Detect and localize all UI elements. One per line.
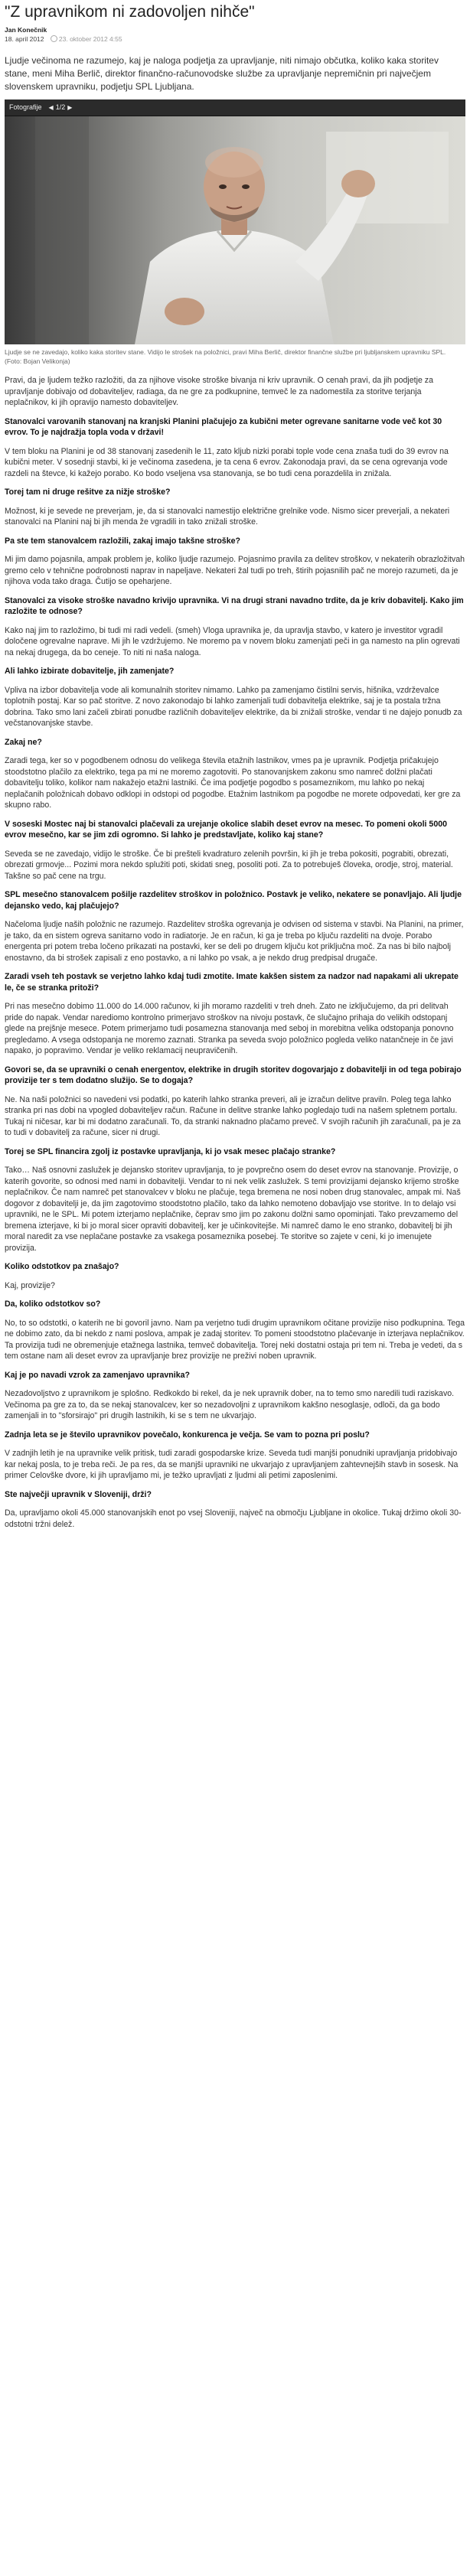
gallery-next-button[interactable]: ▶ <box>67 104 73 111</box>
gallery-label: Fotografije <box>9 103 42 111</box>
interview-answer: Da, upravljamo okoli 45.000 stanovanjskih enot po vsej Sloveniji, največ na območju Ljubljane in okolice. Tukaj držimo okoli 30-odstotni tržni delež. <box>5 1508 462 1529</box>
interview-answer: V zadnjih letih je na upravnike velik pritisk, tudi zaradi gospodarske krize. Seveda tudi manjši ponudniki upravljanja pridobivajo kar nekaj posla, to je treba reči. Je pa res, da se manjši upravniki ne ukvarjajo z upravljanjem zahtevnejših stavb in sosesk. Na primer Celovške dvore, ki jih upravljamo mi, je težko upravljati z ljudmi ali petimi zaposlenimi. <box>5 1449 459 1480</box>
interview-question: Torej tam ni druge rešitve za nižje stroške? <box>5 487 171 497</box>
interview-answer: Pravi, da je ljudem težko razložiti, da za njihove visoke stroške bivanja ni kriv upravnik. O cenah pravi, da jih podjetje za upravljanje dobivajo od dobaviteljev, radiaga, da ne gre za podkupnine, temveč le za nadomestila za storitve terjanja neplačnikov, ki jih opravijo namesto dobaviteljev. <box>5 376 433 407</box>
interview-answer: Kako naj jim to razložimo, bi tudi mi radi vedeli. (smeh) Vloga upravnika je, da upravlja stavbo, v katero je investitor vgradil določene ogrevalne naprave. Mi jih le vzdržujemo. Ne moremo pa v novem bloku zamenjati peči in ga namesto na plin ogrevati na nekaj drugega, da bo ceneje. To niti ni naša naloga. <box>5 625 460 657</box>
interview-question: Kaj je po navadi vzrok za zamenjavo upravnika? <box>5 1370 190 1380</box>
article-meta <box>5 25 465 44</box>
interview-answer: Mi jim damo pojasnila, ampak problem je, koliko ljudje razumejo. Pojasnimo pravila za delitev stroškov, v nekaterih obrazložitvah gremo celo v tehnične podrobnosti naprav in napeljave. Nekateri žal tudi po treh, štirih pojasnilih pač ne morejo razumeti, da je njihova voda tako draga. Čutijo se opeharjene. <box>5 555 465 586</box>
interview-question: Zadnja leta se je število upravnikov povečalo, konkurenca je večja. Se vam to pozna pri poslu? <box>5 1430 370 1440</box>
author-name: Jan Konečnik <box>5 26 47 34</box>
article <box>0 3 470 1530</box>
photo-gallery <box>5 99 465 366</box>
interview-answer: V tem bloku na Planini je od 38 stanovanj zasedenih le 11, zato kljub nizki porabi tople vode cena znaša tudi do 39 evrov na kubični meter. V sosednji stavbi, ki je večinoma zasedena, je ta cena 6 evrov. Zakonodaja pravi, da se cena ogrevanja vode razdeli na števce, ki kažejo porabo. Ko bodo vseljena vsa stanovanja, se bo tudi cena porazdelila in znižala. <box>5 446 449 478</box>
interview-question: Zakaj ne? <box>5 737 42 747</box>
interview-answer: Vpliva na izbor dobavitelja vode ali komunalnih storitev nimamo. Lahko pa zamenjamo čistilni servis, hišnika, vzdrževalce toplotnih postaj. Kar so pač storitve. Z novo zakonodajo bi lahko zamenjali tudi dobavitelja elektrike, saj je ta postala tržna dobrina. Tako smo lani začeli zbirati ponudbe različnih dobaviteljev elektrike, da bi znižali stroške, vendar ti ne dajejo ponudb za večstanovanjske stavbe. <box>5 685 462 728</box>
interview-answer: Nezadovoljstvo z upravnikom je splošno. Redkokdo bi rekel, da je nek upravnik dober, na to temo smo naredili tudi raziskavo. Večinoma pa gre za to, da se nekaj stanovalcev, ker so nezadovoljni z upravnikom kakšno nesoglasje, odloči, da ga bodo zamenjali in to "sforsirajo" pri drugih lastnikih, ki se s tem ne ukvarjajo. <box>5 1389 455 1420</box>
published-date: 18. april 2012 <box>5 35 44 43</box>
interview-question: Torej se SPL financira zgolj iz postavke upravljanja, ki jo vsak mesec plačajo stranke? <box>5 1146 336 1156</box>
interview-question: Stanovalci varovanih stanovanj na kranjski Planini plačujejo za kubični meter ogrevane sanitarne vode več kot 30 evrov. To je najdražja topla voda v državi! <box>5 416 442 437</box>
article-title: "Z upravnikom ni zadovoljen nihče" <box>5 3 255 21</box>
interview-answer: Možnost, ki je sevede ne preverjam, je, da si stanovalci namestijo električne grelnike vode. Nismo sicer preverjali, a nekateri stanovalci na Planini naj bi jih menda že vgradili in tako znižali stroške. <box>5 506 450 527</box>
interview-question: V soseski Mostec naj bi stanovalci plačevali za urejanje okolice slabih deset evrov na mesec. To pomeni okoli 5000 evrov mesečno, kar se jim zdi ogromno. Si lahko je predstavljate, koliko kaj stane? <box>5 819 447 840</box>
article-dates <box>5 34 465 44</box>
article-lead: Ljudje večinoma ne razumejo, kaj je naloga podjetja za upravljanje, niti nimajo občutka, koliko kaka storitev stane, meni Miha Berlič, direktor finančno-računovodske službe za upravljanje nepremičnin pri največjem slovenskem upravniku, podjetju SPL Ljubljana. <box>5 55 439 92</box>
interview-question: Da, koliko odstotkov so? <box>5 1299 101 1309</box>
gallery-photo[interactable] <box>5 116 465 344</box>
interview-answer: Seveda se ne zavedajo, vidijo le stroške. Če bi prešteli kvadraturo zelenih površin, ki jih je treba pokositi, pograbiti, obrezati, obrezati grmovje... Pozimi mora nekdo splužiti poti, skidati sneg, posoliti poti. Za to potrebuješ človeka, orodje, stroj, material. Takšne so pač cene na trgu. <box>5 849 453 881</box>
interview-question: Ali lahko izbirate dobavitelje, jih zamenjate? <box>5 667 175 676</box>
interview-answer: Zaradi tega, ker so v pogodbenem odnosu do velikega števila etažnih lastnikov, vmes pa je upravnik. Podjetja pričakujejo stoodstotno plačilo za elektriko, tega pa mi ne moremo zagotoviti. Po stanovanjskem zakonu smo namreč dolžni plačati dobavitelju toliko, kolikor nam nakažejo etažni lastniki. Če ima podjetje pogodbo s posameznikom, mu lahko po nekaj neplačanih položnicah dobavo odklopi in odstopi od pogodbe. Etažnim lastnikom pa pogodbe ne morete odpovedati, ker gre za skupno rabo. <box>5 756 461 810</box>
interview-question: Ste največji upravnik v Sloveniji, drži? <box>5 1489 152 1499</box>
interview-answer: Tako… Naš osnovni zaslužek je dejansko storitev upravljanja, to je povprečno osem do deset evrov na stanovanje. Provizije, o katerih govorite, so odnosi med nami in dobavitelji. Vendar to ni nek velik zaslužek. S temi provizijami dejansko krijemo stroške neplačnikov. Če nam namreč pet stanovalcev v bloku ne plačuje, tega bremena ne nosi noben drug stanovalec, ampak mi. Naš dogovor z dobavitelji je, da jim zagotovimo stoodstotno plačilo, tako da lahko nemoteno dobavljajo vse storitve. In to delajo vsi upravniki, ne le SPL. Mi potem izterjamo neplačnike, čeprav smo jim po zakonu dolžni samo opominjati. Tako prevzamemo del bremena izterjave, ki bi jo moral sicer opraviti dobavitelj, ker je učinkovitejše. Mi namreč damo le eno stranko, dobavitelj bi jih moral naredit za vse neplačane postavke za vsakega posameznika posebej. Te storitve so zajete v ceni, ki jo imenujete provizija. <box>5 1166 461 1253</box>
interview-answer: Pri nas mesečno dobimo 11.000 do 14.000 računov, ki jih moramo razdeliti v treh dneh. Zato ne izključujemo, da pri delitvah pride do napak. Vendar narediomo kontrolno primerjavo stroškov na nivoju postavk, če slučajno prihaja do velikih odstopanj glede na prejšnje mesece. Potem primerjamo tudi posamezna stanovanja med seboj in morebitna velika odstopanja ponovno pregledamo. A vsega odstopanja ne moremo zaznati. Stranka pa seveda svojo položnico pogleda veliko natančneje in če javi napako, jo popravimo. Vendar je veliko reklamacij neupravičenih. <box>5 1002 454 1055</box>
interview-question: Koliko odstotkov pa znašajo? <box>5 1262 119 1271</box>
interview-question: SPL mesečno stanovalcem pošilje razdelitev stroškov in položnico. Postavk je veliko, nekatere se ponavljajo. Ali ljudje dejansko vedo, kaj plačujejo? <box>5 890 462 911</box>
updated-date: 23. oktober 2012 4:55 <box>58 35 122 43</box>
clock-icon <box>51 35 57 42</box>
interview-answer: Ne. Na naši položnici so navedeni vsi podatki, po katerih lahko stranka preveri, ali je izračun delitve praviln. Poleg tega lahko stranka pri nas dobi na vpogled dobaviteljev račun. Račune in delitve stranke lahko pogledajo tudi na našem spletnem portalu. Tukaj ni ničesar, kar bi mi dodatno zaračunali. To, da stranki naknadno plačamo preveč. V svojih računih jih zaračunali, pa je za to tudi v dobavitelj za račune, sicer ni drugi. <box>5 1094 461 1137</box>
updated-date-wrap <box>51 35 122 43</box>
interview-question: Zaradi vseh teh postavk se verjetno lahko kdaj tudi zmotite. Imate kakšen sistem za nadzor nad napakami ali ukrepate le, če se stranka pritoži? <box>5 972 459 993</box>
interview-question: Govori se, da se upravniki o cenah energentov, elektrike in drugih storitev dogovarjajo z dobavitelji in od tega pobirajo provizije ter s tem dodatno služijo. Se to dogaja? <box>5 1065 462 1085</box>
gallery-toolbar <box>5 99 465 116</box>
interview-question: Pa ste tem stanovalcem razložili, zakaj imajo takšne stroške? <box>5 536 240 546</box>
interview-answer: Kaj, provizije? <box>5 1280 55 1290</box>
portrait-photo <box>5 116 465 344</box>
gallery-counter: 1/2 <box>55 103 66 111</box>
interview-answer: Načeloma ljudje naših položnic ne razumejo. Razdelitev stroška ogrevanja je odvisen od sistema v stavbi. Na Planini, na primer, je tako, da en sistem ogreva sanitarno vodo in radiatorje. Je en račun, ki ga je treba po ključu razdeliti na dvoje. Porabo energenta pri potem treba ločeno prikazati na postavki, ker se deli po drugem ključu kot priključna moč. Za nas bi bilo najbolj enostavno, da bi strošek zapisali z eno postavko, a ni lahko po vsak, a je nekdo drug predpisal drugače. <box>5 920 464 963</box>
gallery-prev-button[interactable]: ◀ <box>48 104 54 111</box>
interview-answer: No, to so odstotki, o katerih ne bi govoril javno. Nam pa verjetno tudi drugim upravnikom očitane provizije niso podkupnina. Tega ne dobimo zato, da bi nekdo z nami poslova, ampak je zadaj storitev. To pomeni stoodstotno plačevanje in izterjava neplačnikov. Ta provizija tudi ne obremenjuje etažnega lastnika, temveč dobavitelja. Torej neki dostatni ostaja pri tem ni. Treba je vedeti, da s tem ostane nam ali deset evrov za upravljanje brez provizije ne preživi noben upravnik. <box>5 1318 465 1361</box>
article-body <box>5 375 465 1530</box>
photo-caption: Ljudje se ne zavedajo, koliko kaka storitev stane. Vidijo le strošek na položnici, pravi Miha Berlič, direktor finančne službe pri ljubljanskem upravniku SPL. (Foto: Bojan Velikonja) <box>5 348 446 365</box>
interview-question: Stanovalci za visoke stroške navadno krivijo upravnika. Vi na drugi strani navadno trdite, da je kriv dobavitelj. Kako jim razložite te odnose? <box>5 595 464 616</box>
